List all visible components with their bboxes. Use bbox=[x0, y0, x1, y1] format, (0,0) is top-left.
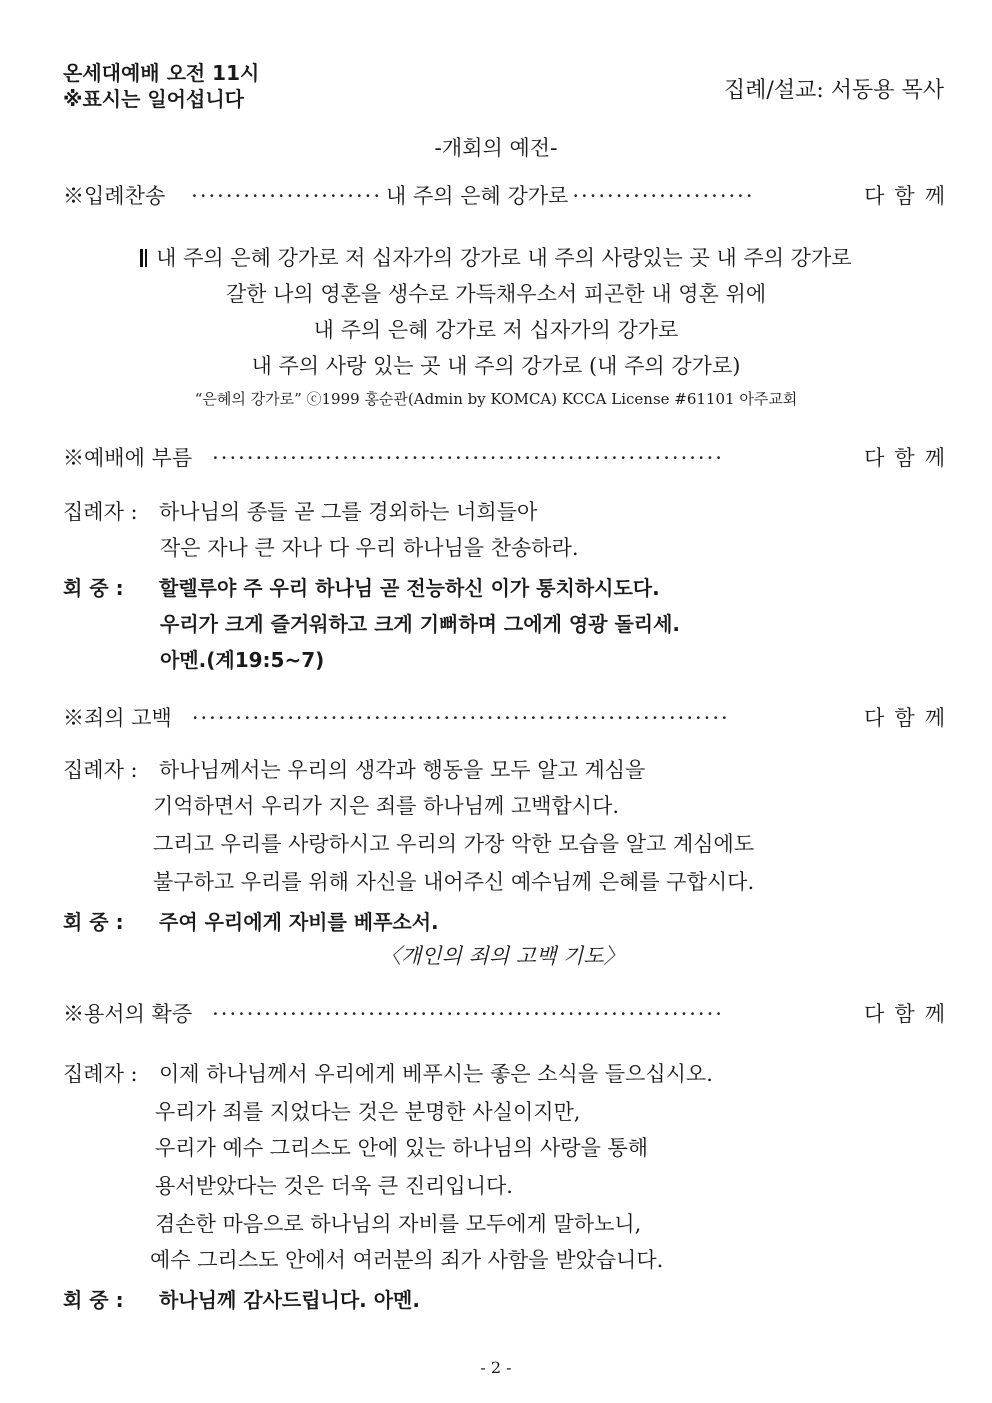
who-label: 다함께 bbox=[864, 706, 955, 730]
hymn-credit: “은혜의 강가로” ⓒ1999 홍순관(Admin by KOMCA) KCCA License #61101 아주교회 bbox=[194, 390, 798, 408]
confession-row bbox=[63, 702, 955, 732]
page-number: - 2 - bbox=[480, 1358, 512, 1377]
leader-dots: ··························································· bbox=[212, 1002, 724, 1026]
hymn-line: 내 주의 은혜 강가로 저 십자가의 강가로 내 주의 사랑있는 곳 내 주의 강가로 bbox=[0, 242, 992, 272]
who-label: 다함께 bbox=[864, 446, 955, 470]
response-line: 기억하면서 우리가 지은 죄를 하나님께 고백합시다. bbox=[153, 794, 620, 818]
who-label: 다함께 bbox=[864, 1002, 955, 1026]
leader-dots: ······················ bbox=[191, 184, 383, 208]
response-line: 용서받았다는 것은 더욱 큰 진리입니다. bbox=[155, 1174, 513, 1198]
leader-dots: ··························································· bbox=[212, 446, 724, 470]
leader-response: 집례자 : 이제 하나님께서 우리에게 베푸시는 좋은 소식을 들으십시오. bbox=[63, 1056, 713, 1092]
people-response: 회 중 : 주여 우리에게 자비를 베푸소서. bbox=[63, 904, 439, 940]
speaker-label: 회 중 : bbox=[63, 910, 124, 934]
prayer-note: 〈개인의 죄의 고백 기도〉 bbox=[380, 944, 625, 968]
speaker-label: 집례자 : bbox=[63, 758, 138, 782]
hymn-label: ※입례찬송 bbox=[63, 184, 166, 208]
leader-info: 집례/설교: 서동용 목사 bbox=[723, 78, 944, 103]
response-line: 예수 그리스도 안에서 여러분의 죄가 사함을 받았습니다. bbox=[150, 1248, 664, 1272]
speaker-label: 회 중 : bbox=[63, 1288, 124, 1312]
section-title: -개회의 예전- bbox=[434, 136, 558, 160]
call-to-worship-label: ※예배에 부름 bbox=[63, 446, 193, 470]
assurance-label: ※용서의 확증 bbox=[63, 1002, 193, 1026]
leader-dots: ····················· bbox=[572, 184, 755, 208]
speaker-label: 집례자 : bbox=[63, 1062, 138, 1086]
assurance-row bbox=[63, 998, 955, 1028]
call-to-worship-row bbox=[63, 442, 955, 472]
hymn-line: 내 주의 사랑 있는 곳 내 주의 강가로 (내 주의 강가로) bbox=[251, 354, 741, 378]
repeat-mark-icon bbox=[145, 249, 147, 267]
response-line: 우리가 예수 그리스도 안에 있는 하나님의 사랑을 통해 bbox=[155, 1136, 649, 1160]
hymn-title: 내 주의 은혜 강가로 bbox=[386, 184, 569, 208]
response-line: 그리고 우리를 사랑하시고 우리의 가장 악한 모습을 알고 계심에도 bbox=[153, 832, 755, 856]
response-line: 우리가 크게 즐거워하고 크게 기뻐하며 그에게 영광 돌리세. bbox=[160, 612, 681, 636]
people-response: 회 중 : 할렐루야 주 우리 하나님 곧 전능하신 이가 통치하시도다. bbox=[63, 570, 660, 606]
confession-label: ※죄의 고백 bbox=[63, 706, 172, 730]
response-line: 아멘.(계19:5~7) bbox=[160, 648, 325, 672]
response-line: 불구하고 우리를 위해 자신을 내어주신 예수님께 은혜를 구합시다. bbox=[153, 870, 755, 894]
service-info bbox=[63, 60, 259, 112]
standing-note: ※표시는 일어섭니다 bbox=[63, 87, 244, 111]
service-time: 온세대예배 오전 11시 bbox=[63, 61, 260, 85]
response-line: 우리가 죄를 지었다는 것은 분명한 사실이지만, bbox=[155, 1100, 581, 1124]
repeat-mark-icon bbox=[140, 249, 143, 267]
hymn-line: 갈한 나의 영혼을 생수로 가득채우소서 피곤한 내 영혼 위에 bbox=[225, 282, 767, 306]
speaker-label: 회 중 : bbox=[63, 576, 124, 600]
hymn-row bbox=[63, 180, 955, 210]
response-line: 작은 자나 큰 자나 다 우리 하나님을 찬송하라. bbox=[160, 536, 579, 560]
hymn-line: 내 주의 은혜 강가로 저 십자가의 강가로 bbox=[313, 318, 679, 342]
leader-response: 집례자 : 하나님께서는 우리의 생각과 행동을 모두 알고 계심을 bbox=[63, 752, 645, 788]
people-response: 회 중 : 하나님께 감사드립니다. 아멘. bbox=[63, 1282, 420, 1318]
leader-dots: ······························································ bbox=[191, 706, 730, 730]
speaker-label: 집례자 : bbox=[63, 500, 138, 524]
who-label: 다함께 bbox=[864, 184, 955, 208]
response-line: 겸손한 마음으로 하나님의 자비를 모두에게 말하노니, bbox=[155, 1212, 642, 1236]
leader-response: 집례자 : 하나님의 종들 곧 그를 경외하는 너희들아 bbox=[63, 494, 537, 530]
